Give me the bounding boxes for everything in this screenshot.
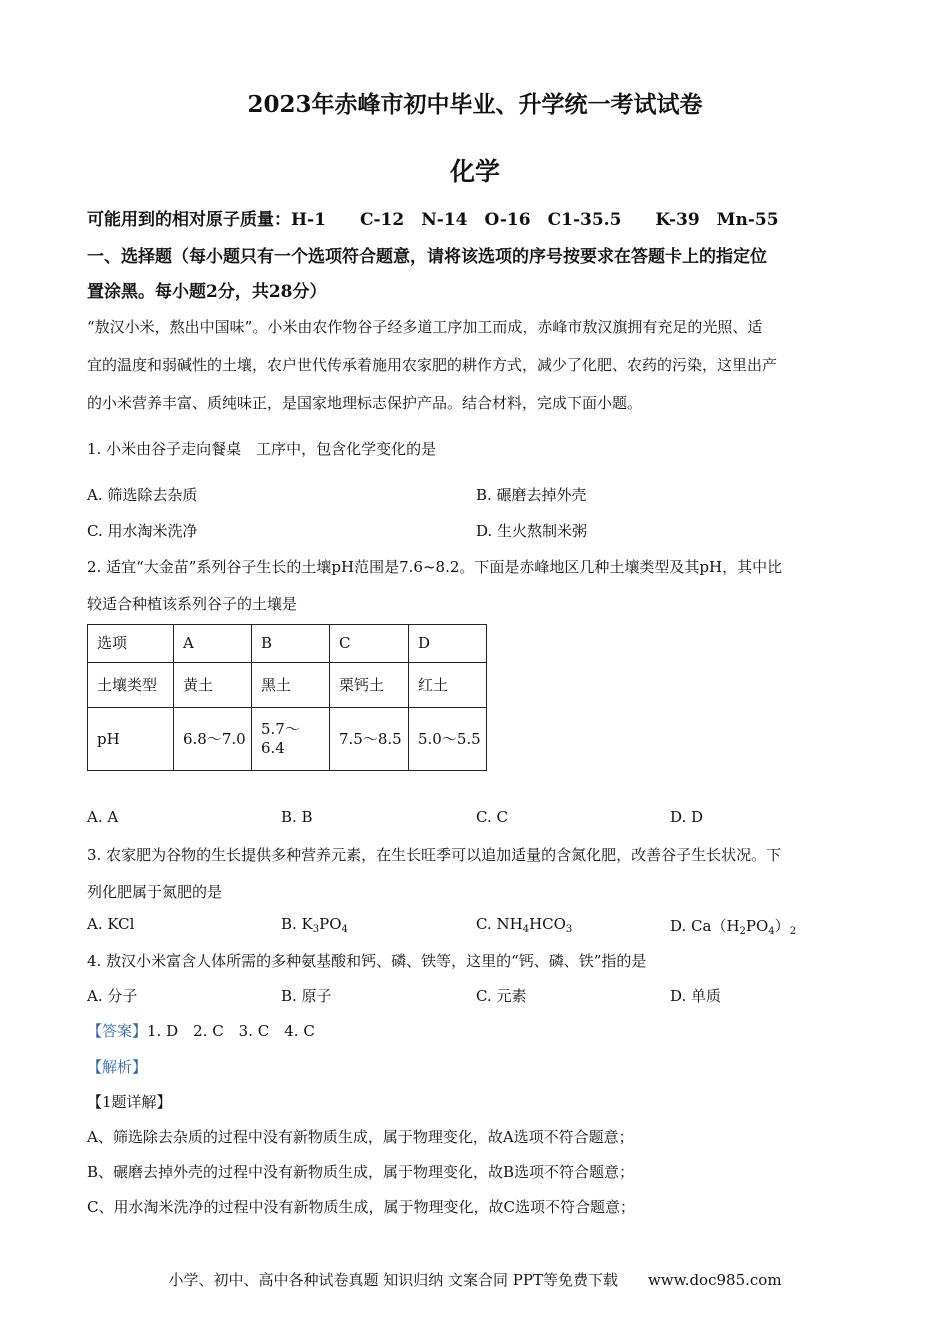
exam-title: 2023年赤峰市初中毕业、升学统一考试试卷: [247, 91, 703, 118]
q1-stem: 1. 小米由谷子走向餐桌 工序中，包含化学变化的是: [87, 440, 437, 458]
table-cell: 5.0～5.5: [409, 708, 487, 771]
q4-stem: 4. 敖汉小米富含人体所需的多种氨基酸和钙、磷、铁等，这里的“钙、磷、铁”指的是: [87, 952, 647, 970]
analysis-line-c: C、用水淘米洗净的过程中没有新物质生成，属于物理变化，故C选项不符合题意；: [87, 1198, 635, 1216]
table-cell: 红土: [409, 663, 487, 708]
table-cell: B: [252, 625, 330, 663]
q3-option-a: A. KCl: [87, 915, 135, 933]
subject-title: 化学: [449, 157, 500, 186]
section-heading-line2: 置涂黑。每小题2分，共28分）: [87, 282, 327, 302]
table-cell: 土壤类型: [88, 663, 174, 708]
table-cell: D: [409, 625, 487, 663]
q2-option-a: A. A: [87, 808, 119, 826]
intro-line3: 的小米营养丰富、质纯味正，是国家地理标志保护产品。结合材料，完成下面小题。: [87, 394, 643, 412]
table-row: [88, 663, 487, 708]
footer-text: 小学、初中、高中各种试卷真题 知识归纳 文案合同 PPT等免费下载 www.doc985.com: [168, 1271, 782, 1289]
q2-stem-line2: 较适合种植该系列谷子的土壤是: [87, 595, 298, 613]
analysis-line-b: B、碾磨去掉外壳的过程中没有新物质生成，属于物理变化，故B选项不符合题意；: [87, 1163, 635, 1181]
answer-text: 1. D 2. C 3. C 4. C: [147, 1022, 315, 1040]
q4-option-d: D. 单质: [670, 987, 722, 1005]
detail-title: 【1题详解】: [87, 1093, 172, 1111]
table-cell: C: [330, 625, 409, 663]
q3-option-c: C. $NH_4HCO_3$: [476, 915, 573, 935]
table-cell: pH: [88, 708, 174, 771]
q4-option-a: A. 分子: [87, 987, 138, 1005]
q1-option-c: C. 用水淘米洗净: [87, 522, 198, 540]
table-cell: [252, 708, 330, 771]
table-cell: 6.8～7.0: [174, 708, 252, 771]
table-cell: 7.5～8.5: [330, 708, 409, 771]
q3-option-b: B. $K_3PO_4$: [281, 915, 348, 935]
answer-label: 【答案】: [87, 1022, 148, 1040]
table-cell: 黄土: [174, 663, 252, 708]
table-row: [88, 625, 487, 663]
intro-line1: “敖汉小米，熬出中国味”。小米由农作物谷子经多道工序加工而成，赤峰市敖汉旗拥有充足的光照、适: [87, 318, 763, 336]
intro-line2: 宜的温度和弱碱性的土壤，农户世代传承着施用农家肥的耕作方式，减少了化肥、农药的污染，这里出产: [87, 356, 778, 374]
section-heading-line1: 一、选择题（每小题只有一个选项符合题意，请将该选项的序号按要求在答题卡上的指定位: [87, 247, 767, 267]
analysis-label: 【解析】: [87, 1058, 148, 1076]
q1-option-b: B. 碾磨去掉外壳: [476, 486, 587, 504]
cell-line: 5.7～: [261, 720, 300, 738]
table-cell: A: [174, 625, 252, 663]
atomic-masses: 可能用到的相对原子质量：H-1 C-12 N-14 O-16 C1-35.5 K-39 Mn-55: [87, 210, 779, 230]
soil-ph-table: [87, 624, 487, 771]
q3-stem-line2: 列化肥属于氮肥的是: [87, 883, 223, 901]
q2-option-d: D. D: [670, 808, 704, 826]
q3-stem-line1: 3. 农家肥为谷物的生长提供多种营养元素，在生长旺季可以追加适量的含氮化肥，改善谷子生长状况。下: [87, 846, 782, 864]
q2-option-b: B. B: [281, 808, 313, 826]
answer-line: [87, 1020, 315, 1041]
q1-option-a: A. 筛选除去杂质: [87, 486, 198, 504]
q4-option-b: B. 原子: [281, 987, 332, 1005]
table-cell: 黑土: [252, 663, 330, 708]
analysis-line-a: A、筛选除去杂质的过程中没有新物质生成，属于物理变化，故A选项不符合题意；: [87, 1128, 634, 1146]
q3-option-d: D. $Ca(H_2PO_4)_2$: [670, 917, 797, 937]
q1-option-d: D. 生火熬制米粥: [476, 522, 588, 540]
table-cell: 选项: [88, 625, 174, 663]
q2-stem-line1: 2. 适宜“大金苗”系列谷子生长的土壤pH范围是7.6~8.2。下面是赤峰地区几种土壤类型及其pH，其中比: [87, 558, 783, 576]
table-cell: 栗钙土: [330, 663, 409, 708]
cell-line: 6.4: [261, 739, 285, 757]
q4-option-c: C. 元素: [476, 987, 527, 1005]
q2-option-c: C. C: [476, 808, 508, 826]
table-row: [88, 708, 487, 771]
